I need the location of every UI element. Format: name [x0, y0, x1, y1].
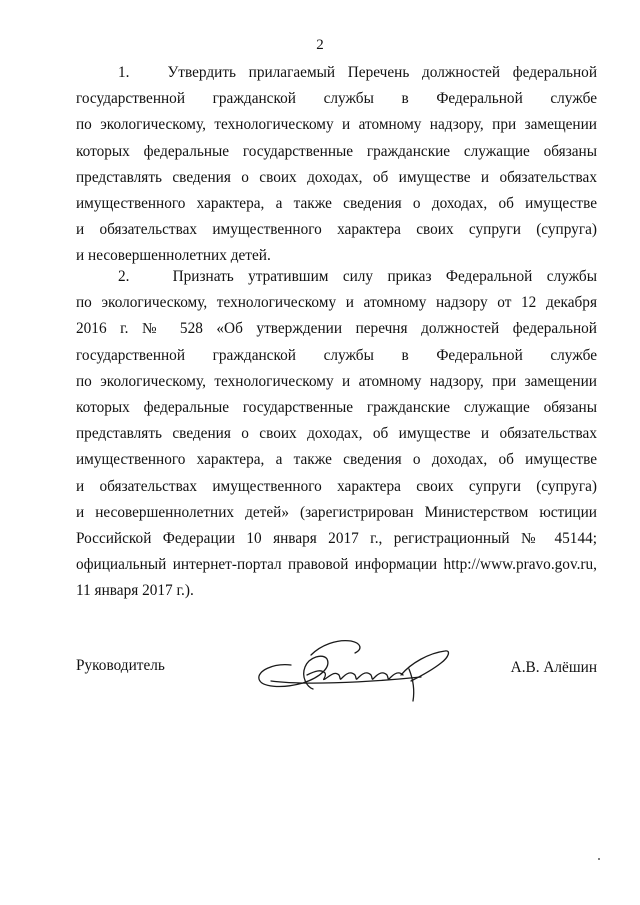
paragraph-1 — [76, 60, 597, 270]
paragraph-line: 1. Утвердить прилагаемый Перечень должностей федеральной — [118, 64, 597, 81]
paragraph-line: и несовершеннолетних детей. — [76, 247, 271, 265]
paragraph-line: представлять сведения о своих доходах, об имуществе и обязательствах — [76, 425, 597, 443]
page-number: 2 — [316, 37, 324, 53]
paragraph-line: 2. Признать утратившим силу приказ Федеральной службы — [118, 268, 597, 285]
paragraph-line: и обязательствах имущественного характера своих супруги (супруга) — [76, 477, 597, 495]
paragraph-line: и обязательствах имущественного характера своих супруги (супруга) — [76, 221, 597, 239]
paragraph-line: Российской Федерации 10 января 2017 г., регистрационный № 45144; — [76, 529, 597, 547]
paragraph-line: представлять сведения о своих доходах, об имуществе и обязательствах — [76, 168, 597, 186]
paragraph-line: и несовершеннолетних детей» (зарегистрирован Министерством юстиции — [76, 503, 597, 521]
paragraph-line: государственной гражданской службы в Федеральной службе — [76, 346, 597, 364]
paragraph-line: 11 января 2017 г.). — [76, 582, 194, 600]
paragraph-line: которых федеральные государственные гражданские служащие обязаны — [76, 142, 597, 160]
signature-block — [76, 645, 597, 705]
paragraph-line: 2016 г. № 528 «Об утверждении перечня должностей федеральной — [76, 320, 597, 338]
paragraph-line: имущественного характера, а также сведения о доходах, об имуществе — [76, 194, 597, 212]
paragraph-line: по экологическому, технологическому и атомному надзору от 12 декабря — [76, 294, 597, 312]
paragraph-line: по экологическому, технологическому и атомному надзору, при замещении — [76, 372, 597, 390]
signatory-position: Руководитель — [76, 657, 165, 674]
paragraph-2 — [76, 264, 597, 604]
scan-speck — [598, 858, 600, 860]
signatory-name: А.В. Алёшин — [510, 659, 597, 676]
handwritten-signature — [251, 631, 451, 703]
paragraph-line: официальный интернет-портал правовой информации http://www.pravo.gov.ru, — [76, 556, 597, 574]
paragraph-line: государственной гражданской службы в Федеральной службе — [76, 90, 597, 108]
paragraph-line: имущественного характера, а также сведения о доходах, об имуществе — [76, 451, 597, 469]
paragraph-line: которых федеральные государственные гражданские служащие обязаны — [76, 398, 597, 416]
paragraph-line: по экологическому, технологическому и атомному надзору, при замещении — [76, 116, 597, 134]
